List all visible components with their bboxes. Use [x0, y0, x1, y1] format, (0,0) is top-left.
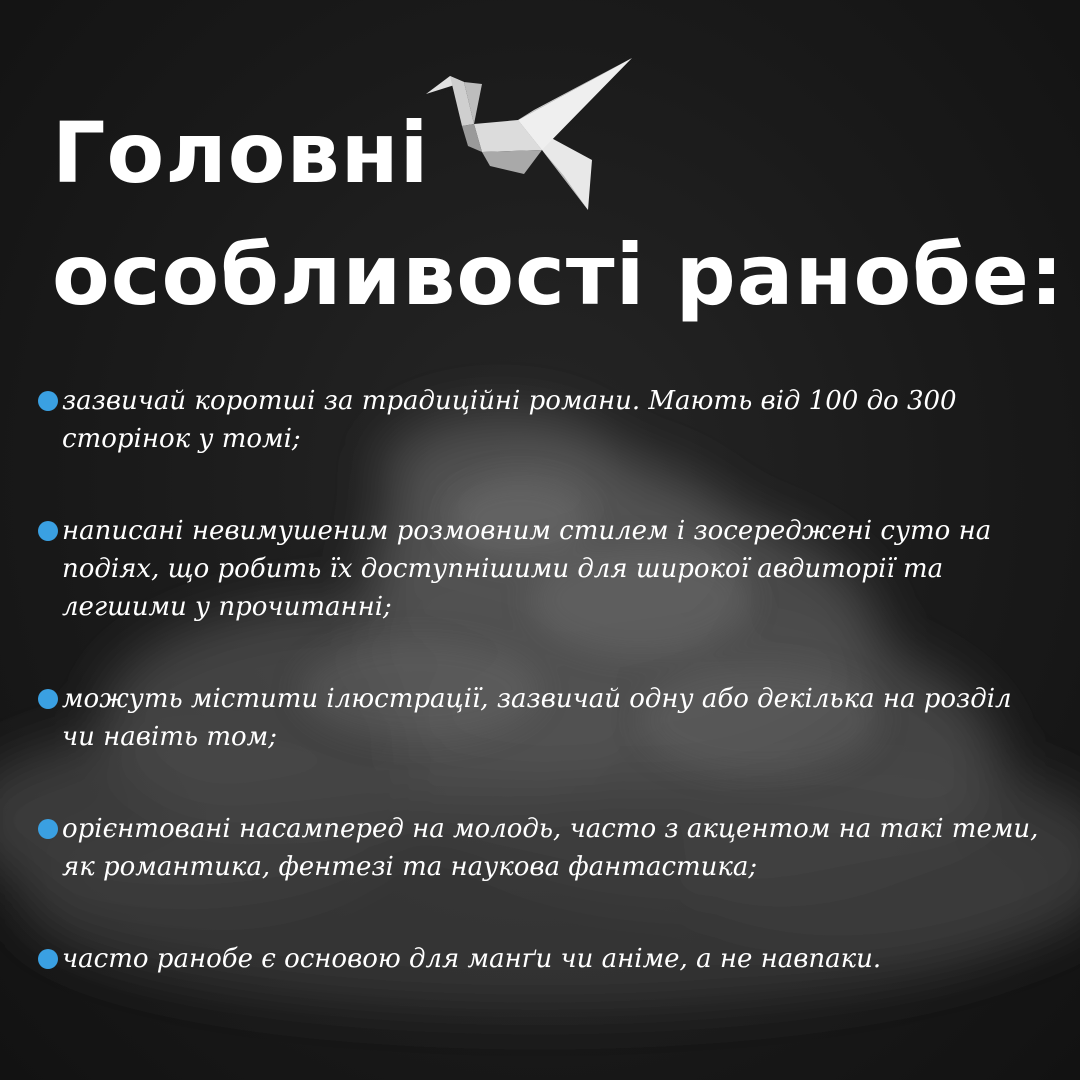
- list-item: [38, 382, 1048, 458]
- bullet-dot-icon: [38, 819, 58, 839]
- title-line-2: особливості ранобе:: [52, 226, 1065, 324]
- feature-list: [38, 382, 1048, 978]
- bullet-dot-icon: [38, 689, 58, 709]
- bullet-dot-icon: [38, 391, 58, 411]
- list-item: [38, 810, 1048, 886]
- paper-crane-icon: [422, 54, 638, 216]
- list-item: [38, 512, 1048, 626]
- feature-text: написані невимушеним розмовним стилем і зосереджені суто на подіях, що робить їх доступнішими для широкої авдиторії та легшими у прочитанні;: [62, 516, 992, 622]
- bullet-dot-icon: [38, 949, 58, 969]
- feature-text: орієнтовані насамперед на молодь, часто з акцентом на такі теми, як романтика, фентезі та наукова фантастика;: [62, 814, 1039, 882]
- feature-text: можуть містити ілюстрації, зазвичай одну або декілька на розділ чи навіть том;: [62, 684, 1012, 752]
- feature-text: зазвичай коротші за традиційні романи. Мають від 100 до 300 сторінок у томі;: [62, 386, 957, 454]
- bullet-dot-icon: [38, 521, 58, 541]
- list-item: [38, 680, 1048, 756]
- title-line-1: Головні: [52, 104, 430, 202]
- feature-text: часто ранобе є основою для манґи чи аніме, а не навпаки.: [62, 944, 882, 974]
- list-item: [38, 940, 1048, 978]
